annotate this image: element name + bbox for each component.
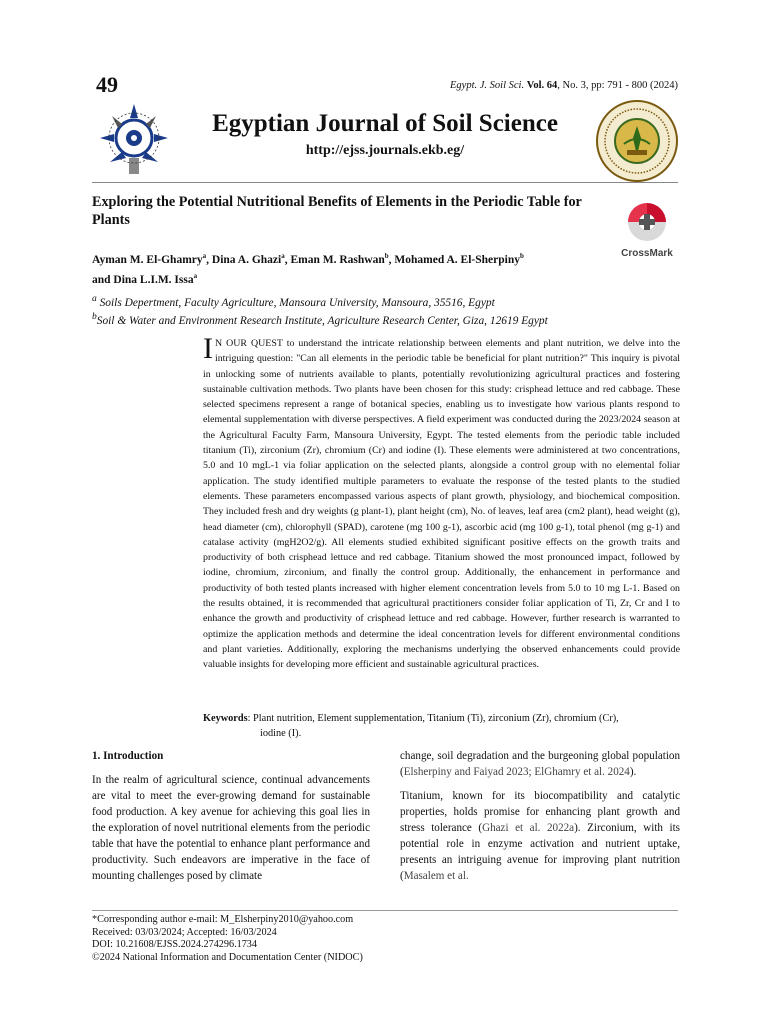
affil-marker: b: [92, 311, 97, 322]
affiliation-a-text: Soils Depertment, Faculty Agriculture, Mansoura University, Mansoura, 35516, Egypt: [99, 296, 495, 309]
paragraph-text: Titanium, known for its biocompatibility and catalytic properties, holds promise for enhancing plant growth and stress tolerance (: [400, 790, 680, 834]
affiliation-b: [92, 310, 692, 328]
author-5: and Dina L.I.M. Issa: [92, 273, 194, 286]
header-divider: [92, 182, 678, 183]
keywords: [203, 711, 680, 741]
intro-paragraph-1: In the realm of agricultural science, continual advancements are vital to meet the ever-growing demand for sustainable food production. A key avenue for achieving this goal lies in the exploration of novel nutritional elements from the periodic table that have the potential to enhance plant performance and productivity. Such endeavors are imperative in the face of mounting challenges posed by climate: [92, 774, 370, 882]
intro-paragraph-3: [400, 788, 680, 884]
affil-marker: b: [384, 252, 389, 260]
affil-marker: a: [202, 252, 207, 260]
author-2: , Dina A. Ghazi: [206, 253, 282, 266]
intro-paragraph-2: [400, 748, 680, 780]
author-3: , Eman M. Rashwan: [284, 253, 385, 266]
footnote-divider: [92, 910, 678, 911]
footnotes: [92, 914, 672, 964]
paragraph-text: ).: [629, 766, 637, 778]
crossmark-icon[interactable]: [616, 200, 678, 262]
affiliation-b-text: Soil & Water and Environment Research Institute, Agriculture Research Center, Giza, 12619 Egypt: [96, 314, 548, 327]
affil-marker: a: [193, 271, 198, 280]
journal-abbrev: Egypt. J. Soil Sci.: [450, 80, 525, 91]
journal-issue-pages: , No. 3, pp: 791 - 800 (2024): [557, 80, 678, 91]
journal-reference: [450, 80, 678, 91]
crossmark-label: CrossMark: [621, 248, 673, 259]
paragraph-text: ). Zirconium, with its potential role in enzyme activation and nutrient uptake, presents an intriguing avenue for improving plant nutrition (: [400, 822, 680, 882]
affiliations: [92, 292, 692, 328]
abstract-dropcap: I: [203, 332, 213, 365]
society-seal-icon: [594, 98, 680, 184]
citation-link[interactable]: Masalem et al.: [403, 870, 469, 882]
keywords-label: Keywords: [203, 713, 248, 724]
journal-volume: Vol. 64: [526, 80, 558, 91]
received-accepted-dates: Received: 03/03/2024; Accepted: 16/03/2024: [92, 926, 277, 938]
author-4: , Mohamed A. El-Sherpiny: [388, 253, 520, 266]
doi[interactable]: DOI: 10.21608/EJSS.2024.274296.1734: [92, 939, 257, 950]
body-left-column: [92, 748, 370, 892]
copyright: ©2024 National Information and Documentation Center (NIDOC): [92, 951, 363, 963]
keywords-line2: iodine (I).: [260, 728, 302, 739]
body-right-column: [400, 748, 680, 892]
author-list: [92, 248, 612, 288]
journal-emblem-icon: [92, 98, 176, 182]
keywords-line1: : Plant nutrition, Element supplementation, Titanium (Ti), zirconium (Zr), chromium (Cr),: [247, 713, 619, 724]
citation-link[interactable]: Ghazi et al. 2022a: [482, 822, 575, 834]
page-number: 49: [96, 72, 118, 97]
paragraph-text: change, soil degradation and the burgeoning global population (: [400, 750, 680, 778]
citation-link[interactable]: Elsherpiny and Faiyad 2023; ElGhamry et al. 2024: [403, 766, 630, 778]
affil-marker: a: [92, 294, 97, 304]
affiliation-a: [92, 292, 692, 310]
author-1: Ayman M. El-Ghamry: [92, 253, 203, 266]
abstract: [203, 332, 680, 673]
section-heading-introduction: 1. Introduction: [92, 750, 164, 762]
abstract-text: N OUR QUEST to understand the intricate relationship between elements and plant nutrition, we delve into the intriguing question: "Can all elements in the periodic table be beneficial for plant nutrition?" This inquiry is pivotal in unlocking some of nutrients available to plants, potentially revolutionizing agricultural practices and fostering sustainable cultivation methods. Two plants have been chosen for this study: crisphead lettuce and red cabbage. These selected specimens represent a range of botanical species, enabling us to investigate how various plants respond to elemental supplementation with diverse perspectives. A field experiment was conducted during the 2023/2024 season at the Agricultural Faculty Farm, Mansoura University, Egypt. The tested elements from the periodic table included titanium (Ti), zirconium (Zr), chromium (Cr) and iodine (I). These elements were administered at two concentrations, 5.0 and 10 mgL-1 via foliar application on the selected plants, alongside a control group with no elemental foliar application. The study identified multiple parameters to evaluate the response of the tested plants to the studied elements. These parameters encompassed various aspects of plant growth, physiology, and biochemical composition. They included fresh and dry weights (g plant-1), plant height (cm), No. of leaves, leaf area (cm2 plant), head weight (g), head diameter (cm), chlorophyll (SPAD), carotene (mg 100 g-1), ascorbic acid (mg 100 g-1), total phenol (mg g-1) and catalase activity (mgH2O2/g). All elements studied exhibited significant positive effects on the growth traits and productivity of both crisphead lettuce and red cabbage. Titanium showed the most pronounced impact, followed by iodine, chromium, zirconium, and finally the control group. Additionally, the enhancement in performance and productivity of both tested plants increased with higher element concentration levels from 5.0 to 10 mg L-1. Based on the results obtained, it is recommended that agricultural practitioners consider foliar application of Ti, Zr, Cr and I to enhance the growth and productivity of crisphead lettuce and red cabbage. However, further research is warranted to optimize the application methods and determine the ideal concentration levels for different environmental conditions and plant varieties. Additionally, exploring the mechanisms underlying the observed enhancements could provide valuable insights for developing more efficient and sustainable agricultural practices.: [203, 338, 680, 671]
corresponding-author: *Corresponding author e-mail: M_Elsherpiny2010@yahoo.com: [92, 914, 354, 925]
affil-marker: a: [281, 252, 285, 260]
affil-marker: b: [519, 252, 524, 260]
journal-url[interactable]: http://ejss.journals.ekb.eg/: [305, 143, 465, 158]
journal-title: Egyptian Journal of Soil Science: [212, 110, 558, 137]
article-title: Exploring the Potential Nutritional Benefits of Elements in the Periodic Table for Plants: [92, 194, 582, 228]
